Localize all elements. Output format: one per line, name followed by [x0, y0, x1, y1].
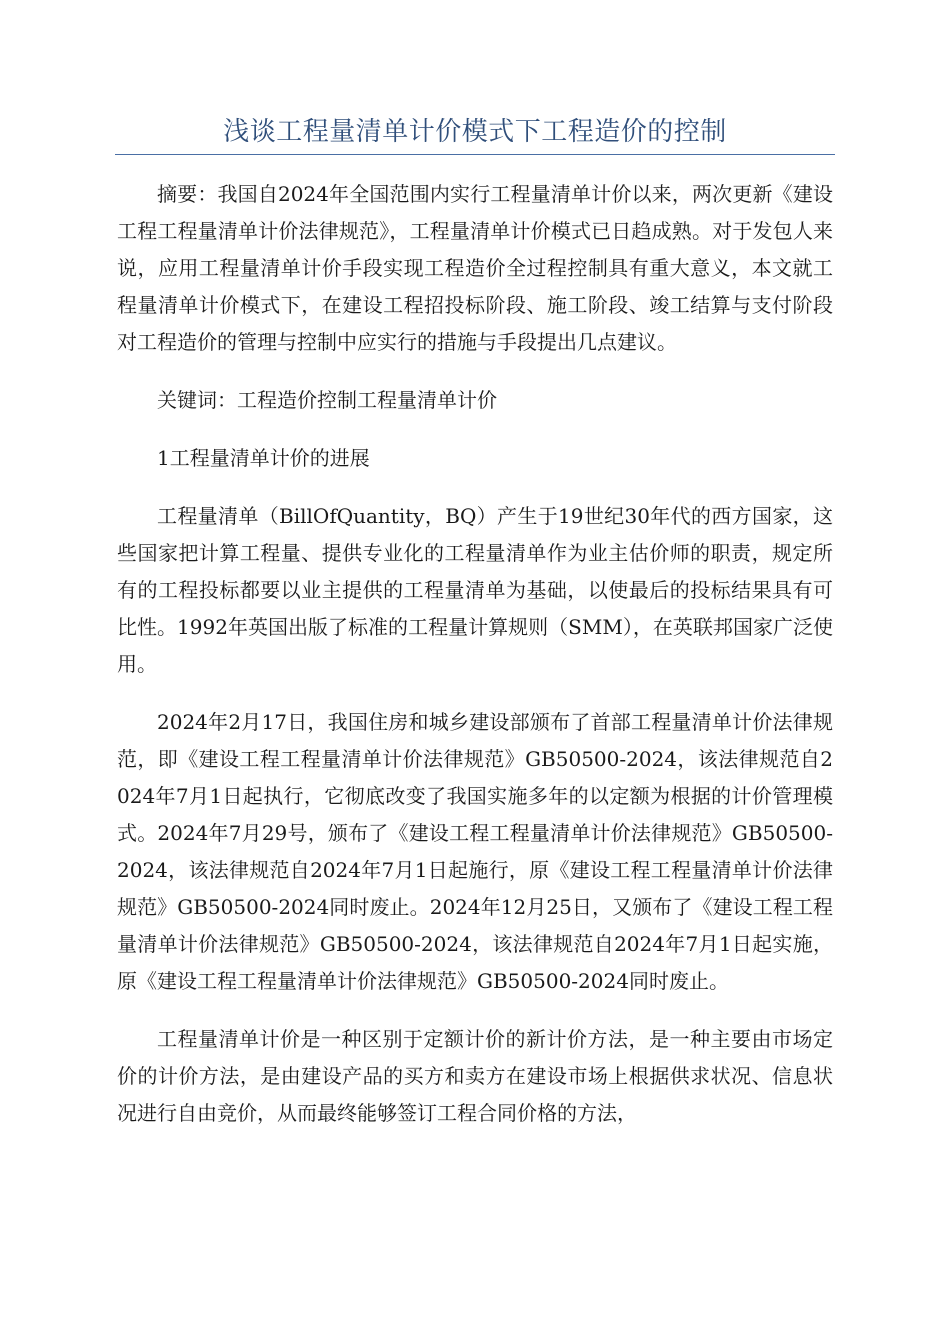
document-body: [117, 176, 833, 1153]
title-underline: [115, 154, 835, 155]
body-paragraph: 工程量清单（BillOfQuantity，BQ）产生于19世纪30年代的西方国家，这些国家把计算工程量、提供专业化的工程量清单作为业主估价师的职责，规定所有的工程投标都要以业主提供的工程量清单为基础，以使最后的投标结果具有可比性。1992年英国出版了标准的工程量计算规则（SMM），在英联邦国家广泛使用。: [117, 504, 833, 676]
body-paragraph: 2024年2月17日，我国住房和城乡建设部颁布了首部工程量清单计价法律规范，即《建设工程工程量清单计价法律规范》GB50500-2024，该法律规范自2024年7月1日起执行，它彻底改变了我国实施多年的以定额为根据的计价管理模式。2024年7月29号，颁布了《建设工程工程量清单计价法律规范》GB50500-2024，该法律规范自2024年7月1日起施行，原《建设工程工程量清单计价法律规范》GB50500-2024同时废止。2024年12月25日，又颁布了《建设工程工程量清单计价法律规范》GB50500-2024，该法律规范自2024年7月1日起实施，原《建设工程工程量清单计价法律规范》GB50500-2024同时废止。: [117, 710, 833, 993]
section-heading: 1工程量清单计价的进展: [157, 446, 370, 470]
document-title: 浅谈工程量清单计价模式下工程造价的控制: [223, 117, 727, 147]
abstract-paragraph: 摘要：我国自2024年全国范围内实行工程量清单计价以来，两次更新《建设工程工程量清单计价法律规范》，工程量清单计价模式已日趋成熟。对于发包人来说，应用工程量清单计价手段实现工程造价全过程控制具有重大意义，本文就工程量清单计价模式下，在建设工程招投标阶段、施工阶段、竣工结算与支付阶段对工程造价的管理与控制中应实行的措施与手段提出几点建议。: [117, 182, 833, 354]
body-paragraph: 工程量清单计价是一种区别于定额计价的新计价方法，是一种主要由市场定价的计价方法，是由建设产品的买方和卖方在建设市场上根据供求状况、信息状况进行自由竞价，从而最终能够签订工程合同价格的方法，: [117, 1027, 833, 1125]
keywords-paragraph: 关键词：工程造价控制工程量清单计价: [157, 388, 497, 412]
